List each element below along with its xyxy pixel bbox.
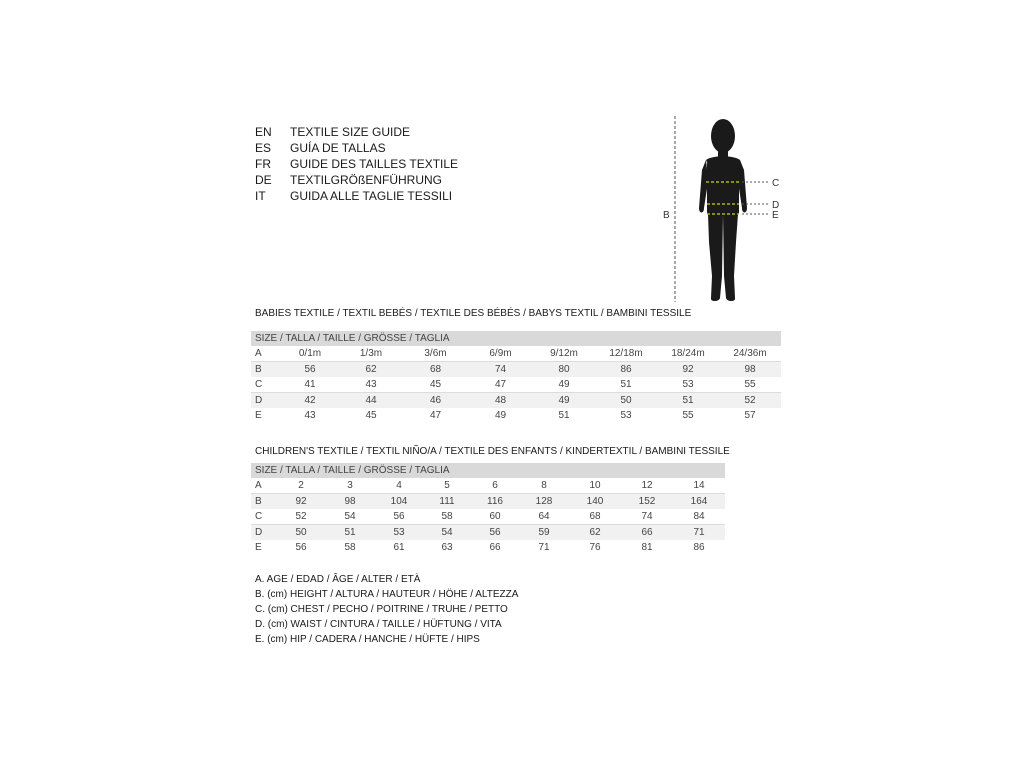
table-cell: 152	[621, 494, 673, 510]
table-cell: 111	[423, 494, 471, 510]
table-cell: 64	[519, 509, 569, 525]
babies-header-label: SIZE / TALLA / TAILLE / GRÖSSE / TAGLIA	[251, 331, 781, 346]
table-cell: 50	[595, 393, 657, 409]
table-cell: 46	[403, 393, 468, 409]
lang-row-it	[255, 188, 458, 204]
table-cell: 98	[719, 362, 781, 378]
table-cell: 4	[375, 478, 423, 494]
table-cell: 63	[441, 542, 453, 553]
table-cell: 48	[468, 393, 533, 409]
table-cell: 116	[471, 494, 519, 510]
children-size-table	[251, 463, 725, 555]
table-cell: 68	[569, 509, 621, 525]
table-row	[251, 525, 725, 541]
table-cell: 57	[744, 410, 756, 421]
lang-row-de	[255, 172, 458, 188]
table-cell: 49	[533, 393, 595, 409]
row-label: D	[251, 393, 281, 409]
table-cell: 86	[595, 362, 657, 378]
table-cell: 51	[558, 410, 570, 421]
lang-title: GUIDE DES TAILLES TEXTILE	[290, 157, 459, 171]
child-silhouette	[699, 119, 747, 301]
label-c: C	[772, 178, 780, 189]
table-cell: 80	[533, 362, 595, 378]
table-cell: 1/3m	[339, 346, 403, 362]
table-cell: 58	[423, 509, 471, 525]
table-cell: 55	[719, 377, 781, 393]
table-cell: 140	[569, 494, 621, 510]
lang-row-es	[255, 140, 458, 156]
row-label: C	[251, 377, 281, 393]
table-cell: 92	[277, 494, 325, 510]
table-cell: 50	[277, 525, 325, 541]
legend-item: D. (cm) WAIST / CINTURA / TAILLE / HÜFTUNG / VITA	[255, 619, 502, 630]
lang-code: EN	[255, 125, 272, 139]
row-label: E	[255, 542, 262, 553]
row-label: E	[255, 410, 262, 421]
table-cell: 56	[281, 362, 339, 378]
lang-code: IT	[255, 189, 266, 203]
row-label: D	[251, 525, 277, 541]
table-cell: 2	[277, 478, 325, 494]
children-header-row	[251, 463, 725, 478]
children-header-label: SIZE / TALLA / TAILLE / GRÖSSE / TAGLIA	[251, 463, 725, 478]
table-cell: 62	[339, 362, 403, 378]
table-row	[251, 509, 725, 525]
row-label: B	[251, 494, 277, 510]
table-cell: 59	[519, 525, 569, 541]
table-cell: 6/9m	[468, 346, 533, 362]
table-row	[251, 362, 781, 378]
lang-code: FR	[255, 157, 271, 171]
table-cell: 56	[375, 509, 423, 525]
table-cell: 42	[281, 393, 339, 409]
row-label: C	[251, 509, 277, 525]
table-row	[251, 540, 725, 555]
table-cell: 9/12m	[533, 346, 595, 362]
legend-item: E. (cm) HIP / CADERA / HANCHE / HÜFTE / HIPS	[255, 634, 480, 645]
table-cell: 53	[657, 377, 719, 393]
table-cell: 74	[621, 509, 673, 525]
lang-title: TEXTILGRÖßENFÜHRUNG	[290, 173, 443, 187]
table-cell: 54	[325, 509, 375, 525]
table-cell: 51	[595, 377, 657, 393]
table-cell: 24/36m	[719, 346, 781, 362]
table-row	[251, 478, 725, 494]
lang-title: GUÍA DE TALLAS	[290, 141, 386, 155]
table-cell: 49	[533, 377, 595, 393]
table-cell: 3	[325, 478, 375, 494]
table-cell: 44	[339, 393, 403, 409]
measurement-legend	[255, 572, 518, 647]
table-row	[251, 346, 781, 362]
table-cell: 61	[393, 542, 405, 553]
table-cell: 104	[375, 494, 423, 510]
table-cell: 66	[621, 525, 673, 541]
table-cell: 66	[489, 542, 501, 553]
child-measurement-figure	[650, 112, 790, 308]
lang-row-fr	[255, 156, 458, 172]
table-cell: 43	[304, 410, 316, 421]
table-cell: 41	[281, 377, 339, 393]
table-cell: 49	[494, 410, 507, 421]
row-label: A	[251, 346, 281, 362]
language-title-list	[255, 124, 458, 204]
table-cell: 60	[471, 509, 519, 525]
table-cell: 71	[673, 525, 725, 541]
table-cell: 43	[339, 377, 403, 393]
table-row	[251, 393, 781, 409]
babies-size-table	[251, 331, 781, 423]
table-cell: 76	[589, 542, 601, 553]
table-cell: 98	[325, 494, 375, 510]
legend-item: A. AGE / EDAD / ÂGE / ALTER / ETÀ	[255, 574, 421, 585]
table-cell: 56	[295, 542, 307, 553]
lang-title: TEXTILE SIZE GUIDE	[290, 125, 411, 139]
table-cell: 45	[403, 377, 468, 393]
babies-section-title: BABIES TEXTILE / TEXTIL BEBÉS / TEXTILE DES BÉBÉS / BABYS TEXTIL / BAMBINI TESSILE	[255, 308, 692, 319]
table-cell: 81	[641, 542, 653, 553]
label-e: E	[772, 210, 779, 221]
table-cell: 47	[429, 410, 442, 421]
row-label: B	[251, 362, 281, 378]
table-cell: 45	[365, 410, 377, 421]
row-label: A	[251, 478, 277, 494]
table-cell: 86	[693, 542, 705, 553]
table-cell: 14	[673, 478, 725, 494]
table-cell: 18/24m	[657, 346, 719, 362]
table-row	[251, 408, 781, 423]
table-cell: 8	[519, 478, 569, 494]
lang-row-en	[255, 124, 458, 140]
lang-title: GUIDA ALLE TAGLIE TESSILI	[290, 189, 453, 203]
table-cell: 74	[468, 362, 533, 378]
table-cell: 164	[673, 494, 725, 510]
table-cell: 0/1m	[281, 346, 339, 362]
babies-header-row	[251, 331, 781, 346]
table-cell: 58	[344, 542, 356, 553]
table-row	[251, 377, 781, 393]
table-cell: 5	[423, 478, 471, 494]
legend-item: C. (cm) CHEST / PECHO / POITRINE / TRUHE / PETTO	[255, 604, 508, 615]
lang-code: ES	[255, 141, 272, 155]
table-cell: 52	[277, 509, 325, 525]
table-cell: 12/18m	[595, 346, 657, 362]
table-cell: 56	[471, 525, 519, 541]
children-section-title: CHILDREN'S TEXTILE / TEXTIL NIÑO/A / TEXTILE DES ENFANTS / KINDERTEXTIL / BAMBINI TESSILE	[255, 446, 730, 457]
table-cell: 6	[471, 478, 519, 494]
label-d: D	[772, 200, 780, 211]
table-cell: 71	[538, 542, 550, 553]
table-cell: 55	[682, 410, 694, 421]
table-cell: 92	[657, 362, 719, 378]
table-cell: 10	[569, 478, 621, 494]
table-cell: 53	[620, 410, 632, 421]
table-cell: 68	[403, 362, 468, 378]
table-cell: 47	[468, 377, 533, 393]
lang-code: DE	[255, 173, 272, 187]
table-cell: 51	[325, 525, 375, 541]
table-cell: 128	[519, 494, 569, 510]
label-b: B	[663, 210, 670, 221]
table-cell: 54	[423, 525, 471, 541]
table-cell: 51	[657, 393, 719, 409]
table-cell: 52	[719, 393, 781, 409]
table-row	[251, 494, 725, 510]
table-cell: 3/6m	[403, 346, 468, 362]
legend-item: B. (cm) HEIGHT / ALTURA / HAUTEUR / HÖHE / ALTEZZA	[255, 589, 519, 600]
table-cell: 84	[673, 509, 725, 525]
table-cell: 53	[375, 525, 423, 541]
table-cell: 12	[621, 478, 673, 494]
table-cell: 62	[569, 525, 621, 541]
